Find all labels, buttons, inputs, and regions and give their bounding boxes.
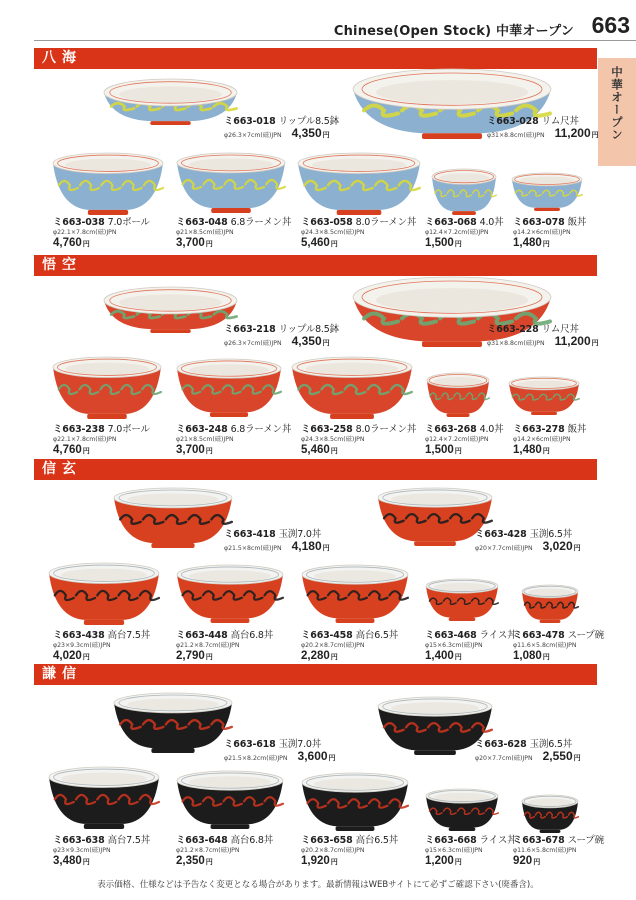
product-code: ミ663-048	[176, 217, 228, 228]
price-value: 4,760	[53, 443, 82, 456]
product-caption-shingen-1	[224, 530, 330, 552]
product-code: ミ663-268	[425, 424, 477, 435]
product-caption-hakkai-7	[513, 218, 586, 249]
product-title	[301, 836, 398, 846]
product-price	[543, 750, 581, 762]
product-code: ミ663-478	[513, 630, 565, 641]
product-caption-goku-4	[176, 425, 291, 456]
product-name: ライス丼	[479, 630, 517, 641]
product-name: 玉渕6.5丼	[529, 529, 573, 540]
product-name: リム尺丼	[541, 116, 579, 127]
price-value: 3,480	[53, 854, 82, 867]
product-price	[292, 540, 330, 552]
product-price	[513, 856, 604, 868]
product-code: ミ663-248	[176, 424, 228, 435]
product-caption-shingen-3	[53, 631, 150, 662]
bowl-image-goku-3	[52, 356, 162, 420]
price-value: 1,400	[425, 649, 454, 662]
product-caption-hakkai-3	[53, 218, 150, 249]
product-price	[513, 651, 604, 663]
product-price	[176, 445, 291, 457]
yen-unit: 円	[330, 858, 338, 866]
product-price	[301, 445, 416, 457]
product-name: 玉渕6.5丼	[529, 739, 573, 750]
product-caption-shingen-5	[301, 631, 398, 662]
product-name: 高台6.5丼	[355, 630, 399, 641]
bowl-image-shingen-3	[48, 562, 160, 626]
product-spec: φ23×9.3cm(磁)JPN	[53, 846, 111, 854]
product-spec: φ21.5×8.2cm(磁)JPN	[224, 754, 288, 762]
product-caption-hakkai-4	[176, 218, 291, 249]
product-code: ミ663-658	[301, 835, 353, 846]
price-value: 1,500	[425, 236, 454, 249]
product-code: ミ663-238	[53, 424, 105, 435]
product-spec: φ21.2×8.7cm(磁)JPN	[176, 641, 240, 649]
yen-unit: 円	[533, 858, 541, 866]
product-caption-kenshin-7	[513, 836, 604, 867]
product-caption-goku-5	[301, 425, 416, 456]
yen-unit: 円	[330, 447, 338, 455]
product-name: 6.8ラーメン丼	[230, 217, 292, 228]
product-price	[176, 651, 273, 663]
product-price	[513, 238, 586, 250]
product-price	[513, 445, 586, 457]
product-name: 8.0ラーメン丼	[355, 217, 417, 228]
price-value: 5,460	[301, 443, 330, 456]
product-name: リップル8.5鉢	[278, 116, 339, 127]
bowl-image-shingen-4	[176, 564, 284, 624]
yen-unit: 円	[82, 240, 90, 248]
bowl-image-goku-5	[291, 356, 413, 420]
product-spec: φ21.2×8.7cm(磁)JPN	[176, 846, 240, 854]
yen-unit: 円	[82, 653, 90, 661]
bowl-image-shingen-6	[425, 578, 499, 622]
product-price	[176, 856, 273, 868]
product-caption-hakkai-1	[224, 117, 339, 139]
yen-unit: 円	[591, 339, 599, 347]
product-title	[53, 218, 150, 228]
price-value: 4,760	[53, 236, 82, 249]
product-title	[176, 425, 291, 435]
product-code: ミ663-278	[513, 424, 565, 435]
product-caption-goku-6	[425, 425, 503, 456]
yen-unit: 円	[330, 653, 338, 661]
product-spec: φ21×8.5cm(磁)JPN	[176, 435, 234, 443]
price-value: 11,200	[554, 333, 591, 348]
product-name: 7.0ボール	[107, 424, 150, 435]
product-caption-shingen-2	[475, 530, 581, 552]
product-name: 4.0丼	[479, 217, 504, 228]
product-name: 7.0ボール	[107, 217, 150, 228]
product-spec: φ31×8.8cm(磁)JPN	[487, 131, 545, 139]
price-value: 1,480	[513, 443, 542, 456]
product-name: スープ碗	[567, 835, 604, 846]
yen-unit: 円	[573, 754, 581, 762]
product-name: 高台7.5丼	[107, 630, 151, 641]
price-value: 5,460	[301, 236, 330, 249]
product-code: ミ663-638	[53, 835, 105, 846]
product-title	[53, 425, 150, 435]
product-price	[425, 238, 503, 250]
product-price	[543, 540, 581, 552]
price-value: 11,200	[554, 125, 591, 140]
product-code: ミ663-218	[224, 324, 276, 335]
product-spec: φ15×6.3cm(磁)JPN	[425, 641, 483, 649]
product-code: ミ663-628	[475, 739, 527, 750]
bowl-image-kenshin-4	[176, 770, 284, 830]
bowl-image-kenshin-7	[521, 794, 579, 834]
product-name: 飯丼	[567, 217, 587, 228]
price-value: 3,600	[297, 748, 328, 763]
side-tab-label: 中華オープン	[610, 66, 624, 141]
product-spec: φ20×7.7cm(磁)JPN	[475, 754, 533, 762]
product-spec: φ11.6×5.8cm(磁)JPN	[513, 846, 577, 854]
price-value: 1,920	[301, 854, 330, 867]
product-code: ミ663-258	[301, 424, 353, 435]
product-title	[513, 218, 586, 228]
product-price	[298, 750, 336, 762]
section-band-goku: 悟空	[34, 255, 597, 276]
product-code: ミ663-458	[301, 630, 353, 641]
yen-unit: 円	[454, 447, 462, 455]
product-code: ミ663-448	[176, 630, 228, 641]
product-code: ミ663-668	[425, 835, 477, 846]
product-title	[425, 631, 516, 641]
product-title	[176, 631, 273, 641]
bowl-image-kenshin-5	[301, 772, 409, 832]
product-spec: φ20.2×8.7cm(磁)JPN	[301, 846, 365, 854]
bowl-image-hakkai-3	[52, 152, 164, 216]
product-name: 8.0ラーメン丼	[355, 424, 417, 435]
product-spec: φ12.4×7.2cm(磁)JPN	[425, 228, 489, 236]
price-value: 4,020	[53, 649, 82, 662]
product-spec: φ24.3×8.5cm(磁)JPN	[301, 228, 365, 236]
price-value: 4,350	[291, 125, 322, 140]
product-code: ミ663-228	[487, 324, 539, 335]
product-title	[176, 218, 291, 228]
footer-note: 表示価格、仕様などは予告なく変更となる場合があります。最新情報はWEBサイトにて必ずご確認下さい(廃番含)。	[97, 880, 539, 890]
product-title	[53, 631, 150, 641]
product-name: 高台7.5丼	[107, 835, 151, 846]
yen-unit: 円	[82, 858, 90, 866]
bowl-image-hakkai-5	[297, 152, 421, 216]
product-spec: φ21×8.5cm(磁)JPN	[176, 228, 234, 236]
yen-unit: 円	[82, 447, 90, 455]
product-caption-hakkai-2	[487, 117, 599, 139]
product-code: ミ663-648	[176, 835, 228, 846]
product-caption-shingen-4	[176, 631, 273, 662]
product-price	[301, 856, 398, 868]
product-price	[292, 335, 330, 347]
product-title	[425, 836, 516, 846]
product-caption-kenshin-5	[301, 836, 398, 867]
bowl-image-goku-6	[426, 372, 490, 418]
product-caption-hakkai-5	[301, 218, 416, 249]
product-name: スープ碗	[567, 630, 604, 641]
product-name: 高台6.5丼	[355, 835, 399, 846]
product-price	[292, 127, 330, 139]
product-spec: φ24.3×8.5cm(磁)JPN	[301, 435, 365, 443]
product-name: リム尺丼	[541, 324, 579, 335]
product-spec: φ26.3×7cm(磁)JPN	[224, 339, 282, 347]
product-price	[176, 238, 291, 250]
product-title	[513, 836, 604, 846]
bowl-image-goku-7	[508, 376, 580, 416]
product-name: 6.8ラーメン丼	[230, 424, 292, 435]
product-name: 飯丼	[567, 424, 587, 435]
product-caption-goku-7	[513, 425, 586, 456]
bowl-image-kenshin-3	[48, 766, 160, 830]
product-caption-goku-3	[53, 425, 150, 456]
price-value: 3,700	[176, 236, 205, 249]
product-caption-kenshin-1	[224, 740, 336, 762]
yen-unit: 円	[454, 240, 462, 248]
product-spec: φ23×9.3cm(磁)JPN	[53, 641, 111, 649]
product-spec: φ14.2×6cm(磁)JPN	[513, 228, 571, 236]
product-name: 玉渕7.0丼	[278, 529, 322, 540]
product-code: ミ663-068	[425, 217, 477, 228]
price-value: 920	[513, 854, 533, 867]
product-code: ミ663-058	[301, 217, 353, 228]
product-price	[555, 335, 599, 347]
bowl-image-goku-1	[103, 286, 238, 334]
product-code: ミ663-038	[53, 217, 105, 228]
product-caption-kenshin-2	[475, 740, 581, 762]
yen-unit: 円	[322, 544, 330, 552]
product-price	[53, 856, 150, 868]
bowl-image-hakkai-6	[431, 168, 497, 216]
product-title	[53, 836, 150, 846]
header-rule	[34, 40, 636, 41]
product-price	[555, 127, 599, 139]
product-code: ミ663-418	[224, 529, 276, 540]
product-code: ミ663-678	[513, 835, 565, 846]
product-caption-kenshin-4	[176, 836, 273, 867]
yen-unit: 円	[454, 653, 462, 661]
yen-unit: 円	[322, 131, 330, 139]
product-spec: φ31×8.8cm(磁)JPN	[487, 339, 545, 347]
yen-unit: 円	[205, 240, 213, 248]
yen-unit: 円	[573, 544, 581, 552]
product-spec: φ26.3×7cm(磁)JPN	[224, 131, 282, 139]
bowl-image-hakkai-1	[103, 78, 238, 126]
section-band-kenshin: 謙信	[34, 664, 597, 685]
product-price	[53, 238, 150, 250]
yen-unit: 円	[542, 653, 550, 661]
page-header-title: Chinese(Open Stock) 中華オープン	[333, 24, 574, 39]
product-name: 玉渕7.0丼	[278, 739, 322, 750]
product-caption-kenshin-6	[425, 836, 516, 867]
product-spec: φ20×7.7cm(磁)JPN	[475, 544, 533, 552]
product-title	[301, 218, 416, 228]
product-name: 高台6.8丼	[230, 630, 274, 641]
product-code: ミ663-468	[425, 630, 477, 641]
bowl-image-hakkai-4	[176, 152, 286, 214]
bowl-image-shingen-7	[521, 584, 579, 624]
product-price	[425, 856, 516, 868]
price-value: 1,500	[425, 443, 454, 456]
bowl-image-goku-4	[176, 358, 282, 418]
product-price	[301, 651, 398, 663]
product-code: ミ663-618	[224, 739, 276, 750]
yen-unit: 円	[591, 131, 599, 139]
product-price	[425, 651, 516, 663]
product-spec: φ11.6×5.8cm(磁)JPN	[513, 641, 577, 649]
product-price	[53, 445, 150, 457]
price-value: 1,080	[513, 649, 542, 662]
product-spec: φ22.1×7.8cm(磁)JPN	[53, 228, 117, 236]
product-price	[425, 445, 503, 457]
price-value: 2,790	[176, 649, 205, 662]
product-price	[301, 238, 416, 250]
section-band-hakkai: 八海	[34, 48, 597, 69]
product-caption-goku-2	[487, 325, 599, 347]
price-value: 3,020	[542, 538, 573, 553]
bowl-image-kenshin-1	[113, 692, 233, 754]
price-value: 2,550	[542, 748, 573, 763]
product-title	[176, 836, 273, 846]
yen-unit: 円	[542, 240, 550, 248]
price-value: 3,700	[176, 443, 205, 456]
product-title	[425, 218, 503, 228]
product-name: ライス丼	[479, 835, 517, 846]
product-name: 高台6.8丼	[230, 835, 274, 846]
product-caption-hakkai-6	[425, 218, 503, 249]
product-title	[301, 425, 416, 435]
product-title	[513, 425, 586, 435]
product-spec: φ15×6.3cm(磁)JPN	[425, 846, 483, 854]
product-spec: φ14.2×6cm(磁)JPN	[513, 435, 571, 443]
yen-unit: 円	[205, 653, 213, 661]
price-value: 4,350	[291, 333, 322, 348]
product-spec: φ12.4×7.2cm(磁)JPN	[425, 435, 489, 443]
bowl-image-shingen-5	[301, 564, 409, 624]
yen-unit: 円	[328, 754, 336, 762]
price-value: 2,350	[176, 854, 205, 867]
price-value: 1,480	[513, 236, 542, 249]
product-name: 4.0丼	[479, 424, 504, 435]
bowl-image-kenshin-6	[425, 788, 499, 832]
yen-unit: 円	[322, 339, 330, 347]
yen-unit: 円	[205, 858, 213, 866]
product-price	[53, 651, 150, 663]
price-value: 1,200	[425, 854, 454, 867]
product-title	[301, 631, 398, 641]
product-caption-shingen-7	[513, 631, 604, 662]
yen-unit: 円	[330, 240, 338, 248]
product-title	[425, 425, 503, 435]
product-code: ミ663-078	[513, 217, 565, 228]
product-title	[513, 631, 604, 641]
yen-unit: 円	[205, 447, 213, 455]
product-caption-goku-1	[224, 325, 339, 347]
product-caption-kenshin-3	[53, 836, 150, 867]
bowl-image-hakkai-7	[511, 172, 583, 212]
product-code: ミ663-428	[475, 529, 527, 540]
product-caption-shingen-6	[425, 631, 516, 662]
price-value: 2,280	[301, 649, 330, 662]
product-code: ミ663-018	[224, 116, 276, 127]
product-name: リップル8.5鉢	[278, 324, 339, 335]
section-band-shingen: 信玄	[34, 459, 597, 480]
product-spec: φ20.2×8.7cm(磁)JPN	[301, 641, 365, 649]
yen-unit: 円	[454, 858, 462, 866]
yen-unit: 円	[542, 447, 550, 455]
price-value: 4,180	[291, 538, 322, 553]
page-number: 663	[591, 12, 630, 38]
product-spec: φ22.1×7.8cm(磁)JPN	[53, 435, 117, 443]
product-code: ミ663-438	[53, 630, 105, 641]
side-index-tab	[598, 58, 636, 166]
bowl-image-shingen-1	[113, 487, 233, 549]
product-code: ミ663-028	[487, 116, 539, 127]
product-spec: φ21.5×8cm(磁)JPN	[224, 544, 282, 552]
